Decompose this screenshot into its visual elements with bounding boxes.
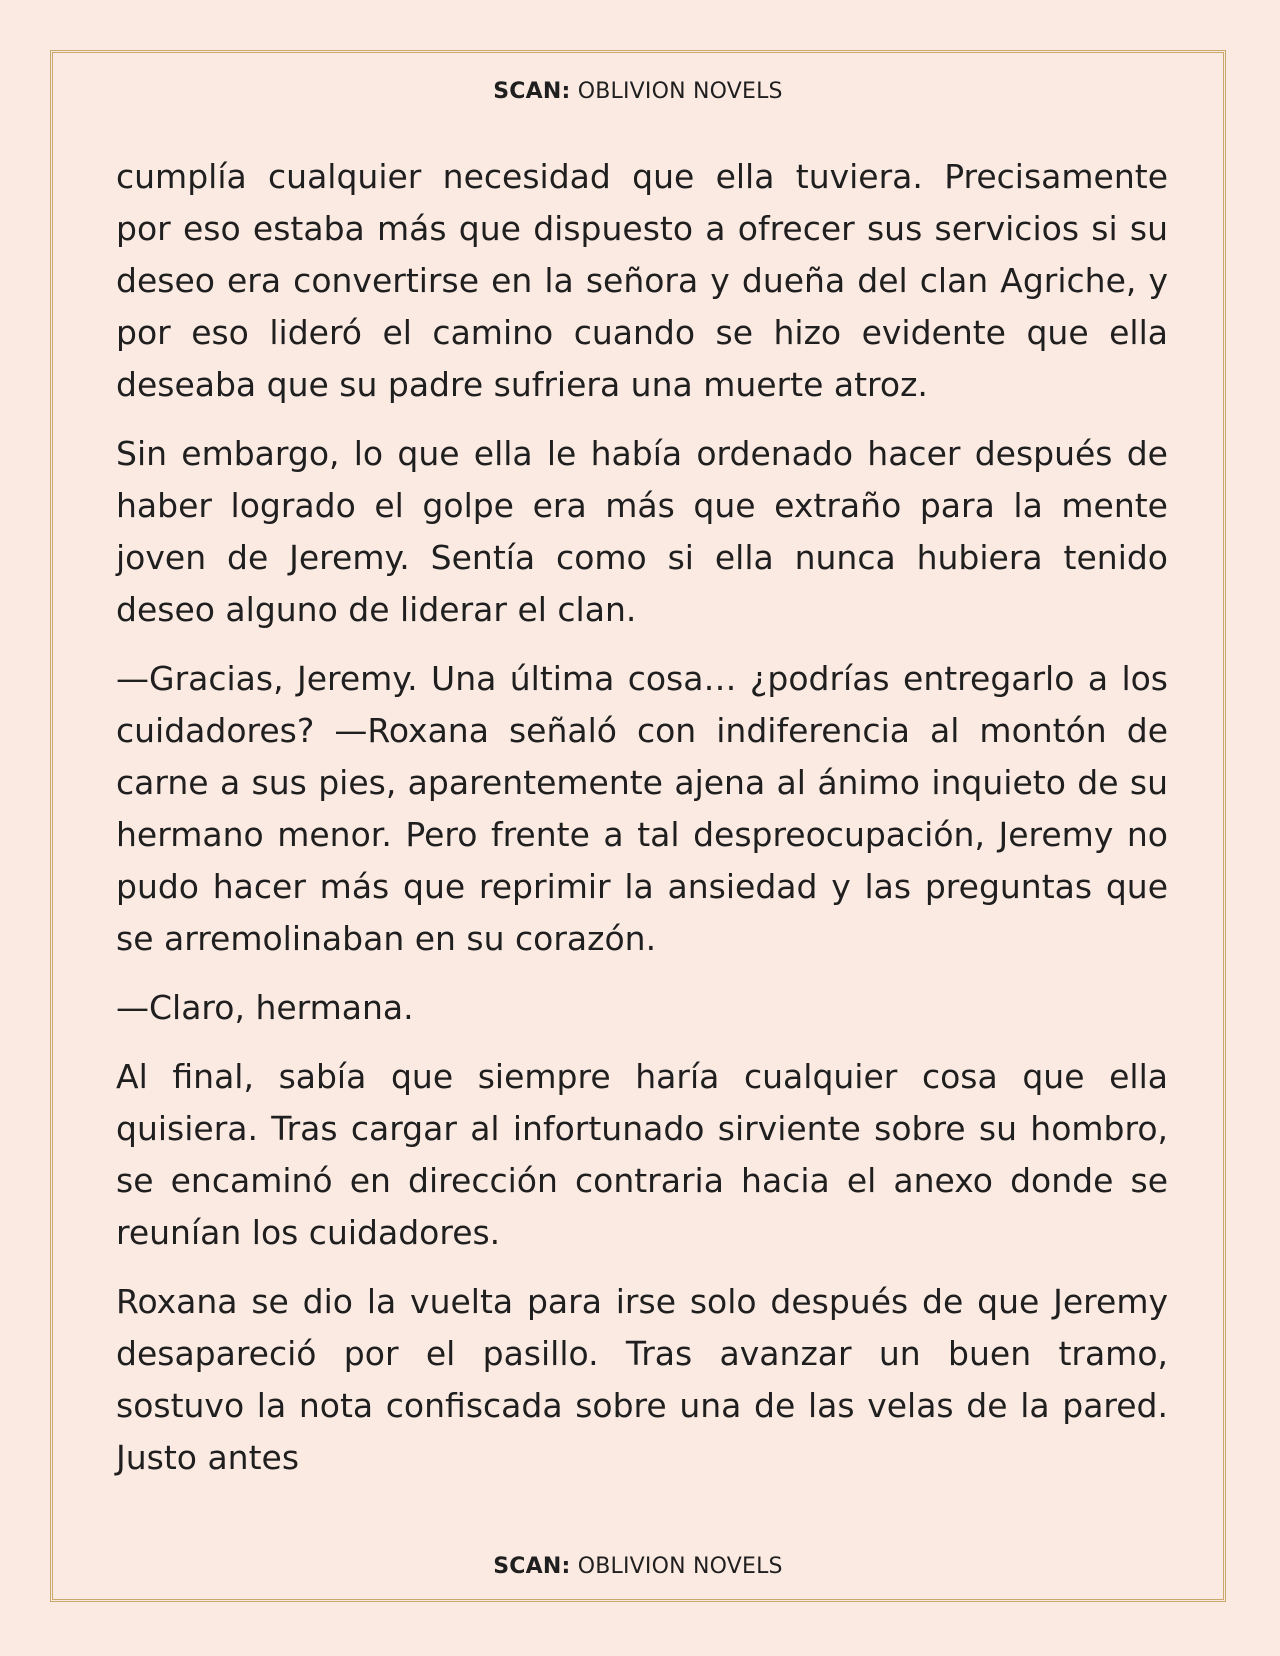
header-group-name: OBLIVION NOVELS	[577, 79, 783, 104]
paragraph: Sin embargo, lo que ella le había ordenado hacer después de haber logrado el golpe era más que extraño para la mente joven de Jeremy. Sentía como si ella nunca hubiera tenido deseo alguno de liderar el clan.	[116, 434, 1168, 629]
footer-scan-label: SCAN:	[493, 1554, 571, 1579]
paragraph: Al final, sabía que siempre haría cualquier cosa que ella quisiera. Tras cargar al infortunado sirviente sobre su hombro, se encaminó en dirección contraria hacia el anexo donde se reunían los cuidadores.	[116, 1057, 1168, 1252]
page-footer	[53, 1554, 1223, 1579]
paragraph: —Claro, hermana.	[116, 988, 414, 1027]
paragraph: cumplía cualquier necesidad que ella tuviera. Precisamente por eso estaba más que dispuesto a ofrecer sus servicios si su deseo era convertirse en la señora y dueña del clan Agriche, y por eso lideró el camino cuando se hizo evidente que ella deseaba que su padre sufriera una muerte atroz.	[116, 157, 1168, 404]
footer-group-name: OBLIVION NOVELS	[577, 1554, 783, 1579]
page-border	[50, 50, 1226, 1602]
paragraph: —Gracias, Jeremy. Una última cosa… ¿podrías entregarlo a los cuidadores? —Roxana señaló con indiferencia al montón de carne a sus pies, aparentemente ajena al ánimo inquieto de su hermano menor. Pero frente a tal despreocupación, Jeremy no pudo hacer más que reprimir la ansiedad y las preguntas que se arremolinaban en su corazón.	[116, 659, 1168, 958]
paragraph: Roxana se dio la vuelta para irse solo después de que Jeremy desapareció por el pasillo. Tras avanzar un buen tramo, sostuvo la nota confiscada sobre una de las velas de la pared. Justo antes	[116, 1282, 1168, 1477]
header-scan-label: SCAN:	[493, 79, 571, 104]
body-text	[116, 151, 1168, 1501]
page-header	[53, 79, 1223, 104]
